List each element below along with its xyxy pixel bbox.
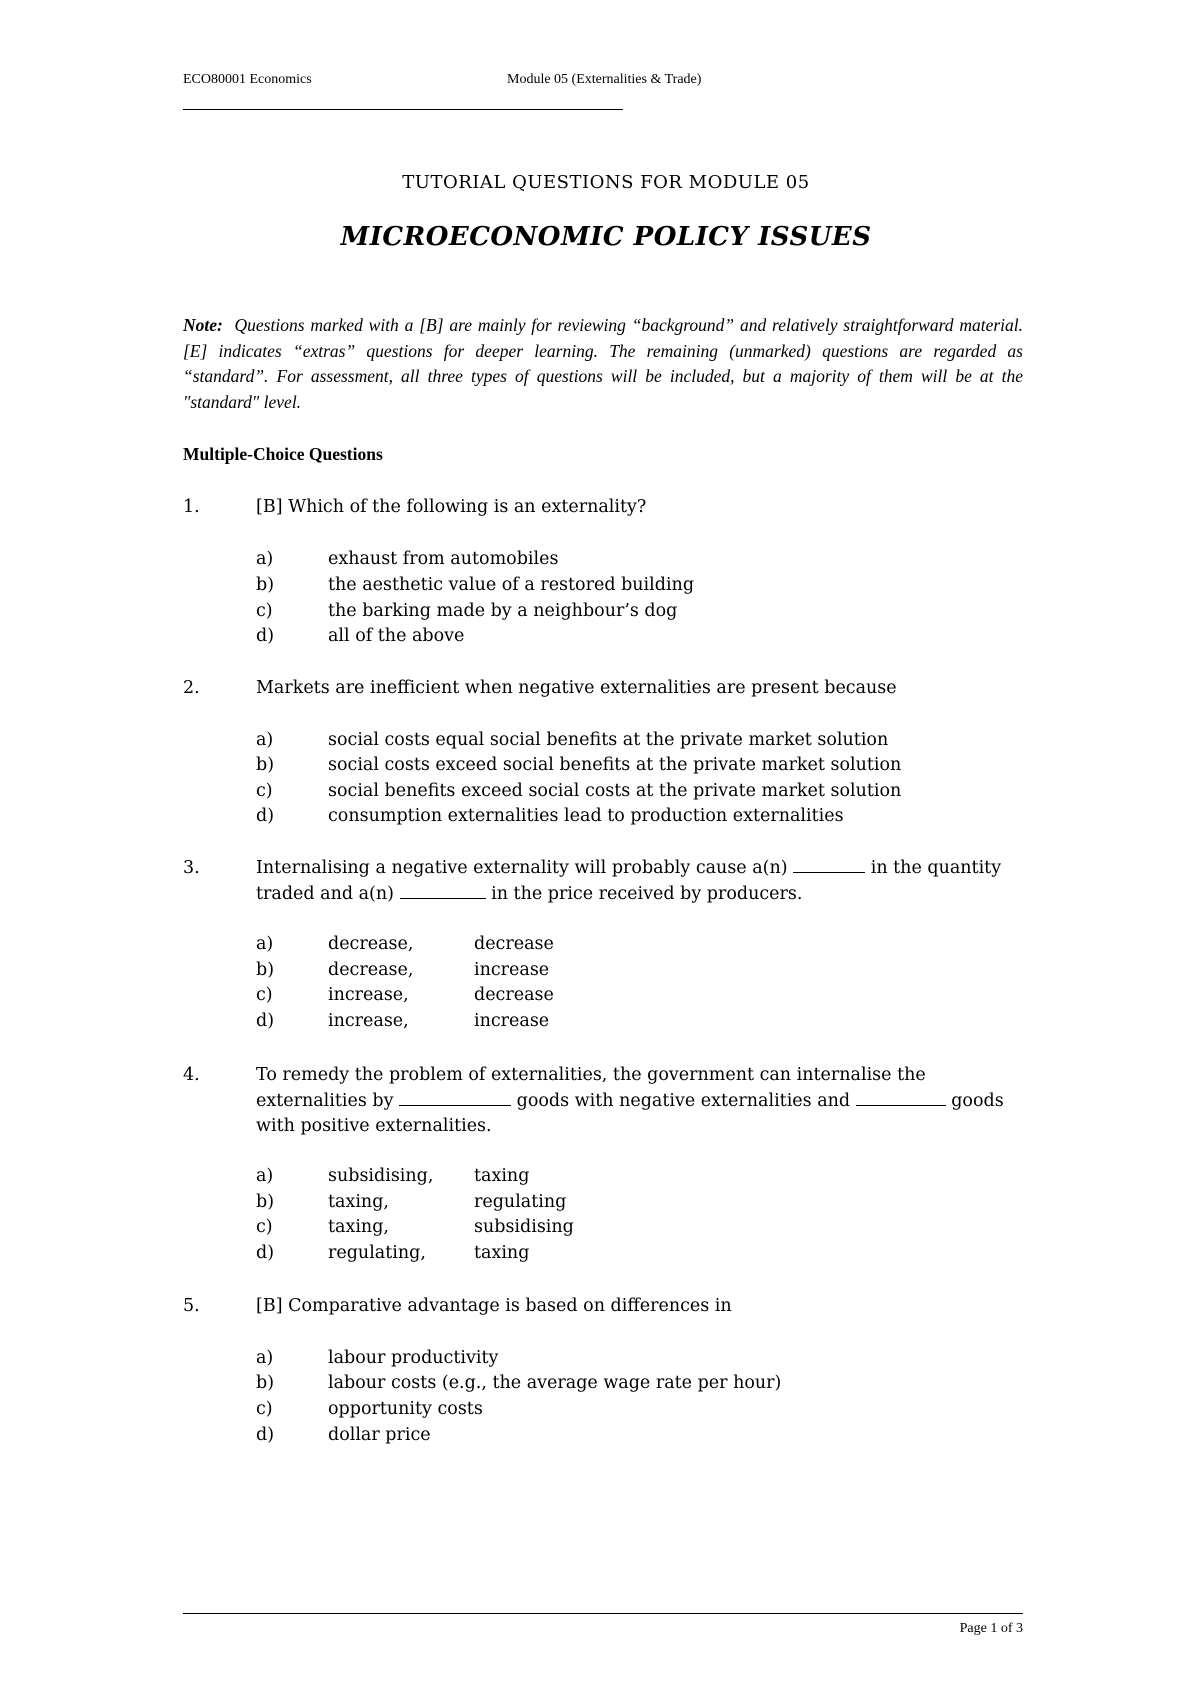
answer-blank <box>400 882 486 899</box>
question-text: [B] Which of the following is an externality? <box>256 497 647 517</box>
option-text-second: taxing <box>474 1166 530 1186</box>
option-letter: c) <box>256 1399 273 1419</box>
question-text-part: goods <box>945 1090 1004 1111</box>
option-letter: c) <box>256 1217 273 1237</box>
question-text-part: goods with negative externalities and <box>511 1090 856 1111</box>
option-text-second: decrease <box>474 934 554 954</box>
option-text: taxing, <box>328 1192 389 1212</box>
question-line <box>256 882 1026 908</box>
question-line <box>256 1063 1026 1089</box>
question-text-part: Internalising a negative externality will probably cause a(n) <box>256 858 794 878</box>
option-letter: c) <box>256 985 273 1005</box>
question-line <box>256 856 1026 882</box>
option-text: the barking made by a neighbour’s dog <box>328 601 678 621</box>
question-number: 2. <box>183 678 200 698</box>
question-text-part: in the quantity <box>865 858 1002 878</box>
option-text: all of the above <box>328 626 465 646</box>
footer-rule <box>183 1613 1023 1614</box>
option-text: social costs equal social benefits at the private market solution <box>328 730 889 750</box>
document-subtitle: MICROECONOMIC POLICY ISSUES <box>340 222 872 252</box>
option-letter: b) <box>256 575 275 595</box>
question-number: 5. <box>183 1296 200 1316</box>
note-text: Questions marked with a [B] are mainly for reviewing “background” and relatively straightforward material. [E] indicates “extras” questions for deeper learning. The remaining (unmarked) questions are regarded as “standard”. For assessment, all three types of questions will be included, but a majority of them will be at the "standard" level. <box>183 315 1023 412</box>
question-text: Markets are inefficient when negative externalities are present because <box>256 678 897 698</box>
option-text: consumption externalities lead to production externalities <box>328 806 844 826</box>
option-letter: b) <box>256 960 275 980</box>
header-module: Module 05 (Externalities & Trade) <box>507 72 702 87</box>
question-line <box>256 1089 1026 1115</box>
question-number: 4. <box>183 1065 200 1085</box>
option-letter: a) <box>256 730 274 750</box>
question-text <box>256 856 1026 907</box>
section-heading: Multiple-Choice Questions <box>183 444 383 464</box>
option-letter: a) <box>256 1348 274 1368</box>
option-letter: c) <box>256 601 273 621</box>
question-number: 1. <box>183 497 200 517</box>
option-letter: d) <box>256 1011 275 1031</box>
option-letter: a) <box>256 934 274 954</box>
question-line <box>256 1114 1026 1140</box>
option-letter: a) <box>256 1166 274 1186</box>
option-letter: d) <box>256 1243 275 1263</box>
option-text-second: regulating <box>474 1192 567 1212</box>
page-number: Page 1 of 3 <box>959 1621 1023 1636</box>
option-letter: d) <box>256 1425 275 1445</box>
option-text: taxing, <box>328 1217 389 1237</box>
option-letter: d) <box>256 806 275 826</box>
answer-blank <box>399 1089 511 1106</box>
header-course: ECO80001 Economics <box>183 72 312 87</box>
option-text-second: increase <box>474 1011 550 1031</box>
question-text-part: traded and a(n) <box>256 883 400 904</box>
option-text-second: increase <box>474 960 550 980</box>
option-text: dollar price <box>328 1425 431 1445</box>
option-text-second: taxing <box>474 1243 530 1263</box>
answer-blank <box>793 856 865 873</box>
option-text: exhaust from automobiles <box>328 549 559 569</box>
note-paragraph <box>183 313 1023 415</box>
note-label: Note: <box>183 315 223 335</box>
question-text <box>256 1063 1026 1140</box>
option-text: decrease, <box>328 960 414 980</box>
option-letter: c) <box>256 781 273 801</box>
document-title: TUTORIAL QUESTIONS FOR MODULE 05 <box>402 172 810 193</box>
question-text: [B] Comparative advantage is based on differences in <box>256 1296 732 1316</box>
option-letter: d) <box>256 626 275 646</box>
option-text: decrease, <box>328 934 414 954</box>
question-number: 3. <box>183 858 200 878</box>
option-text: labour productivity <box>328 1348 499 1368</box>
option-text: subsidising, <box>328 1166 434 1186</box>
option-text: opportunity costs <box>328 1399 483 1419</box>
option-text-second: decrease <box>474 985 554 1005</box>
header-rule <box>183 109 623 110</box>
question-text-part: To remedy the problem of externalities, the government can internalise the <box>256 1065 926 1085</box>
option-text: the aesthetic value of a restored building <box>328 575 695 595</box>
option-letter: b) <box>256 1192 275 1212</box>
option-text: social costs exceed social benefits at the private market solution <box>328 755 902 775</box>
option-text: social benefits exceed social costs at the private market solution <box>328 781 902 801</box>
option-letter: b) <box>256 1373 275 1393</box>
option-text: increase, <box>328 985 409 1005</box>
answer-blank <box>856 1089 946 1106</box>
question-text-part: in the price received by producers. <box>485 883 803 904</box>
option-text: labour costs (e.g., the average wage rate per hour) <box>328 1373 782 1393</box>
option-letter: b) <box>256 755 275 775</box>
option-letter: a) <box>256 549 274 569</box>
question-text-part: externalities by <box>256 1090 400 1111</box>
option-text: increase, <box>328 1011 409 1031</box>
option-text-second: subsidising <box>474 1217 574 1237</box>
option-text: regulating, <box>328 1243 426 1263</box>
question-text-part: with positive externalities. <box>256 1116 492 1136</box>
